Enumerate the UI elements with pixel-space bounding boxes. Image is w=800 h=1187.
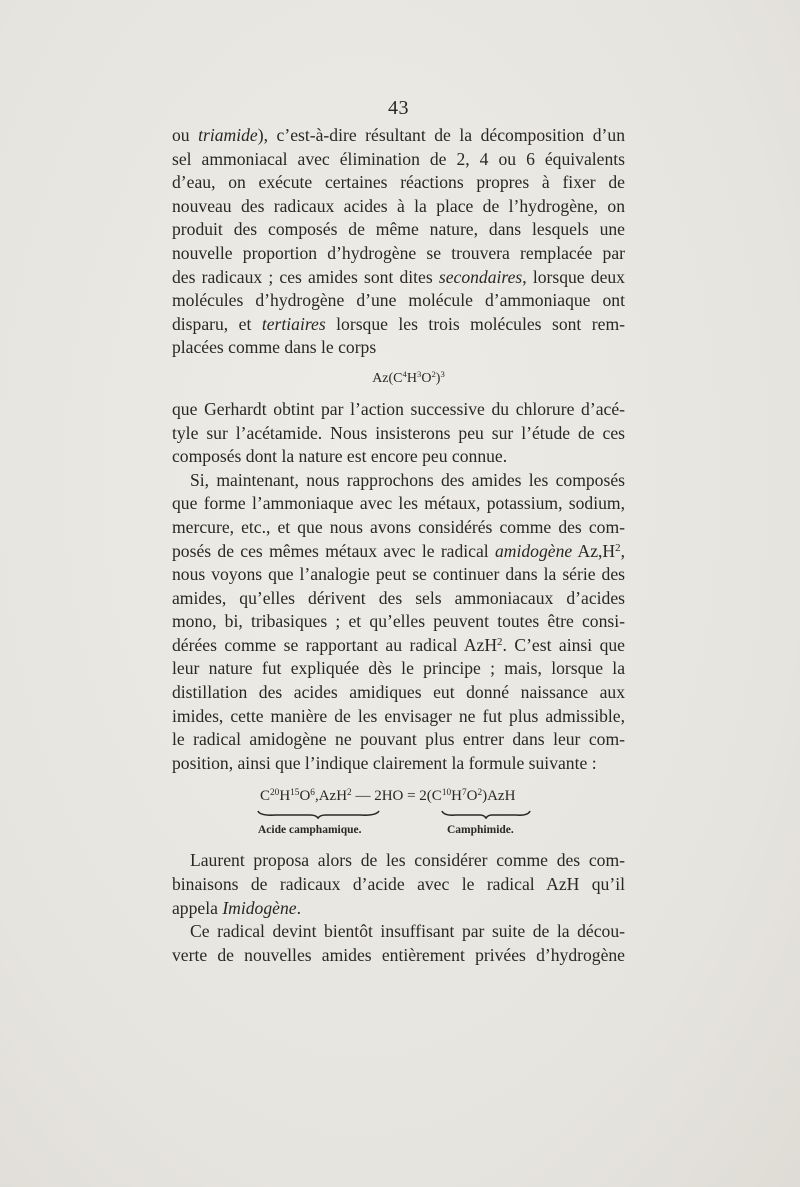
text-line: Ce radical devint bientôt insuffisant par suite de la décou- — [190, 921, 625, 942]
text-line: appela Imidogène. — [172, 897, 301, 918]
text-line: molécules d’hydrogène d’une molécule d’ammoniaque ont — [172, 290, 625, 311]
text-line: nous voyons que l’analogie peut se continuer dans la série des — [172, 564, 625, 585]
text-line: composés dont la nature est encore peu connue. — [172, 446, 508, 467]
formula-triacetamide: $Az(C^4H^3O^2)^3$ — [372, 369, 445, 386]
text-line: placées comme dans le corps — [172, 337, 377, 358]
text-line: Laurent proposa alors de les considérer comme des com- — [190, 850, 625, 871]
text-line: tyle sur l’acétamide. Nous insisterons peu sur l’étude de ces — [172, 422, 625, 443]
text-line: nouvelle proportion d’hydrogène se trouvera remplacée par — [172, 242, 625, 263]
text-line: binaisons de radicaux d’acide avec le radical AzH qu’il — [172, 874, 625, 895]
text-line: posés de ces mêmes métaux avec le radical amidogène $Az,H^2$, — [172, 540, 625, 561]
text-line: mono, bi, tribasiques ; et qu’elles peuvent toutes être consi- — [172, 611, 625, 632]
formula-camphimide — [172, 775, 625, 849]
page-number: 43 — [388, 97, 409, 119]
text-line: nouveau des radicaux acides à la place de l’hydrogène, on — [172, 195, 625, 216]
text-line: leur nature fut expliquée dès le principe ; mais, lorsque la — [172, 658, 625, 679]
body-text — [172, 124, 625, 967]
text-line: sel ammoniacal avec élimination de 2, 4 ou 6 équivalents — [172, 148, 625, 169]
text-line: verte de nouvelles amides entièrement privées d’hydrogène — [172, 944, 625, 965]
text-line: distillation des acides amidiques eut donné naissance aux — [172, 682, 625, 703]
brace-right — [440, 809, 532, 819]
text-line: position, ainsi que l’indique clairement la formule suivante : — [172, 752, 597, 773]
text-line: produit des composés de même nature, dans lesquels une — [172, 219, 625, 240]
text-line: Si, maintenant, nous rapprochons des amides les composés — [190, 469, 625, 490]
equation: $C^{20}H^{15}O^6,AzH^2$ — $2HO = 2(C^{10}H^7O^2)AzH$ — [260, 788, 516, 805]
text-line: d’eau, on exécute certaines réactions propres à fixer de — [172, 172, 625, 193]
text-line: le radical amidogène ne pouvant plus entrer dans leur com- — [172, 729, 625, 750]
text-line: que forme l’ammoniaque avec les métaux, potassium, sodium, — [172, 493, 625, 514]
text-line: amides, qu’elles dérivent des sels ammoniacaux d’acides — [172, 587, 625, 608]
formula-label-right: Camphimide. — [447, 824, 514, 837]
text-line: dérées comme se rapportant au radical AzH$^2$. C’est ainsi que — [172, 634, 625, 655]
formula-label-left: Acide camphamique. — [258, 824, 362, 837]
text-line: des radicaux ; ces amides sont dites secondaires, lorsque deux — [172, 266, 625, 287]
text-line: mercure, etc., et que nous avons considérés comme des com- — [172, 516, 625, 537]
text-line: disparu, et tertiaires lorsque les trois molécules sont rem- — [172, 313, 625, 334]
brace-left — [256, 809, 381, 819]
text-line: imides, cette manière de les envisager ne fut plus admissible, — [172, 705, 625, 726]
text-line: ou triamide), c’est-à-dire résultant de la décomposition d’un — [172, 125, 625, 145]
text-line: que Gerhardt obtint par l’action successive du chlorure d’acé- — [172, 398, 625, 419]
